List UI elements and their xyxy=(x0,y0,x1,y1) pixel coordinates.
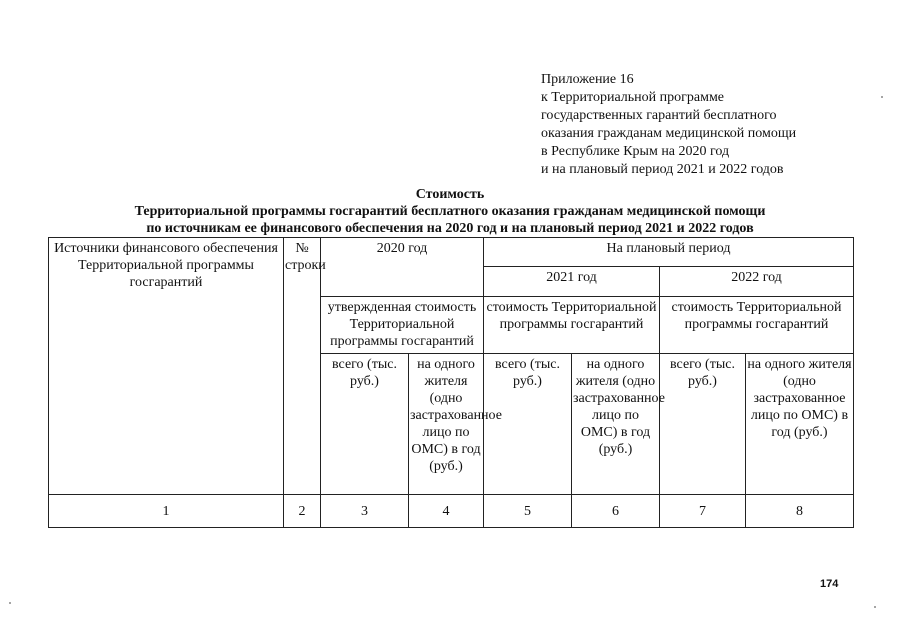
title-line-1: Стоимость xyxy=(415,187,485,202)
appendix-line: государственных гарантий бесплатного xyxy=(541,108,777,123)
cost-table xyxy=(48,237,854,528)
header-sources: Источники финансового обеспечения Территориальной программы госгарантий xyxy=(49,238,284,495)
appendix-header xyxy=(541,71,796,179)
column-number-row xyxy=(49,495,854,528)
title-line-2: Территориальной программы госгарантий бесплатного оказания гражданам медицинской помощи xyxy=(134,204,766,219)
header-per-capita-2021: на одного жителя (одно застрахованное лицо по ОМС) в год (руб.) xyxy=(572,354,660,495)
header-total-2020: всего (тыс. руб.) xyxy=(321,354,409,495)
header-planned-period: На плановый период xyxy=(484,238,854,267)
column-number: 4 xyxy=(409,495,484,528)
header-total-2022: всего (тыс. руб.) xyxy=(660,354,746,495)
scan-speck xyxy=(881,96,883,98)
header-cost-2022: стоимость Территориальной программы госгарантий xyxy=(660,297,854,354)
column-number: 6 xyxy=(572,495,660,528)
title-line-3: по источникам ее финансового обеспечения на 2020 год и на плановый период 2021 и 2022 годов xyxy=(146,221,754,236)
column-number: 1 xyxy=(49,495,284,528)
appendix-line: оказания гражданам медицинской помощи xyxy=(541,126,797,141)
page-number: 174 xyxy=(820,578,839,590)
column-number: 5 xyxy=(484,495,572,528)
appendix-line: к Территориальной программе xyxy=(541,90,725,105)
scan-speck xyxy=(9,602,11,604)
appendix-line: Приложение 16 xyxy=(541,72,634,87)
header-year-2022: 2022 год xyxy=(660,267,854,297)
header-total-2021: всего (тыс. руб.) xyxy=(484,354,572,495)
column-number: 8 xyxy=(746,495,854,528)
column-number: 2 xyxy=(284,495,321,528)
column-number: 3 xyxy=(321,495,409,528)
appendix-line: и на плановый период 2021 и 2022 годов xyxy=(541,162,784,177)
header-per-capita-2022: на одного жителя (одно застрахованное лицо по ОМС) в год (руб.) xyxy=(746,354,854,495)
document-title xyxy=(40,186,860,237)
header-approved-cost-2020: утвержденная стоимость Территориальной программы госгарантий xyxy=(321,297,484,354)
column-number: 7 xyxy=(660,495,746,528)
header-year-2020: 2020 год xyxy=(321,238,484,297)
header-row-number: № строки xyxy=(284,238,321,495)
scan-speck xyxy=(874,606,876,608)
header-year-2021: 2021 год xyxy=(484,267,660,297)
header-per-capita-2020: на одного жителя (одно застрахованное лицо по ОМС) в год (руб.) xyxy=(409,354,484,495)
appendix-line: в Республике Крым на 2020 год xyxy=(541,144,730,159)
header-cost-2021: стоимость Территориальной программы госгарантий xyxy=(484,297,660,354)
